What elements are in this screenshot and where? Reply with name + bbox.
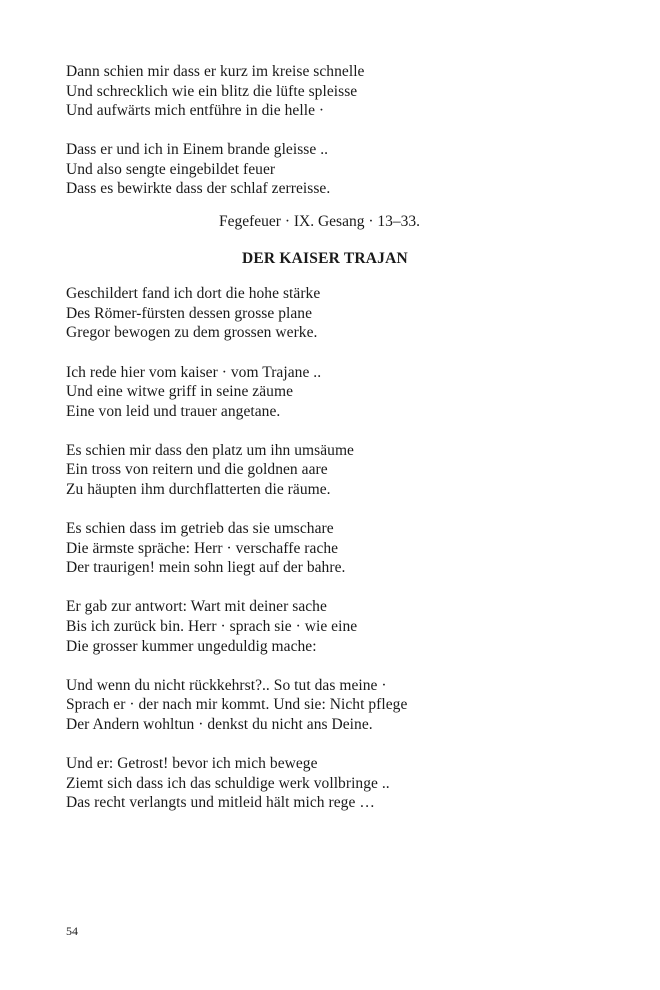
verse-line: Sprach er · der nach mir kommt. Und sie: Nicht pflege bbox=[66, 696, 408, 714]
verse-line: Geschildert fand ich dort die hohe stärke bbox=[66, 285, 321, 303]
verse-line: Die ärmste spräche: Herr · verschaffe rache bbox=[66, 539, 339, 557]
verse-line: Und wenn du nicht rückkehrst?.. So tut das meine · bbox=[66, 676, 387, 694]
stanza bbox=[66, 363, 596, 422]
verse-line: Bis ich zurück bin. Herr · sprach sie · wie eine bbox=[66, 617, 358, 635]
verse-line: Eine von leid und trauer angetane. bbox=[66, 402, 281, 420]
verse-line: Dass er und ich in Einem brande gleisse .. bbox=[66, 141, 329, 159]
verse-line: Gregor bewogen zu dem grossen werke. bbox=[66, 324, 318, 342]
page-number: 54 bbox=[66, 924, 78, 938]
verse-line: Es schien mir dass den platz um ihn umsäume bbox=[66, 441, 354, 459]
source-citation: Fegefeuer · IX. Gesang · 13–33. bbox=[219, 213, 421, 231]
verse-line: Es schien dass im getrieb das sie umschare bbox=[66, 520, 334, 538]
verse-line: Und eine witwe griff in seine zäume bbox=[66, 383, 293, 401]
verse-line: Und aufwärts mich entführe in die helle · bbox=[66, 102, 325, 120]
stanza bbox=[66, 519, 596, 578]
verse-line: Und also sengte eingebildet feuer bbox=[66, 160, 276, 178]
verse-line: Die grosser kummer ungeduldig mache: bbox=[66, 637, 317, 655]
stanza bbox=[66, 140, 596, 199]
verse-line: Zu häupten ihm durchflatterten die räume. bbox=[66, 481, 331, 498]
verse-line: Dann schien mir dass er kurz im kreise schnelle bbox=[66, 63, 365, 80]
stanza bbox=[66, 284, 596, 343]
verse-line: Er gab zur antwort: Wart mit deiner sache bbox=[66, 598, 327, 616]
verse-line: Des Römer-fürsten dessen grosse plane bbox=[66, 304, 313, 322]
page-body bbox=[66, 62, 596, 832]
stanza bbox=[66, 597, 596, 656]
verse-line: Ich rede hier vom kaiser · vom Trajane .. bbox=[66, 363, 322, 381]
verse-line: Das recht verlangts und mitleid hält mich rege … bbox=[66, 794, 375, 812]
stanza bbox=[66, 441, 596, 500]
verse-line: Der Andern wohltun · denkst du nicht ans Deine. bbox=[66, 715, 373, 733]
verse-line: Ziemt sich dass ich das schuldige werk vollbringe .. bbox=[66, 774, 390, 792]
verse-line: Ein tross von reitern und die goldnen aare bbox=[66, 461, 328, 479]
stanza bbox=[66, 754, 596, 813]
verse-line: Und schrecklich wie ein blitz die lüfte spleisse bbox=[66, 82, 358, 100]
verse-line: Der traurigen! mein sohn liegt auf der bahre. bbox=[66, 559, 346, 577]
poem-heading: DER KAISER TRAJAN bbox=[242, 249, 408, 267]
stanza bbox=[66, 676, 596, 735]
verse-line: Dass es bewirkte dass der schlaf zerreisse. bbox=[66, 180, 331, 198]
verse-line: Und er: Getrost! bevor ich mich bewege bbox=[66, 754, 318, 772]
stanza bbox=[66, 62, 596, 121]
